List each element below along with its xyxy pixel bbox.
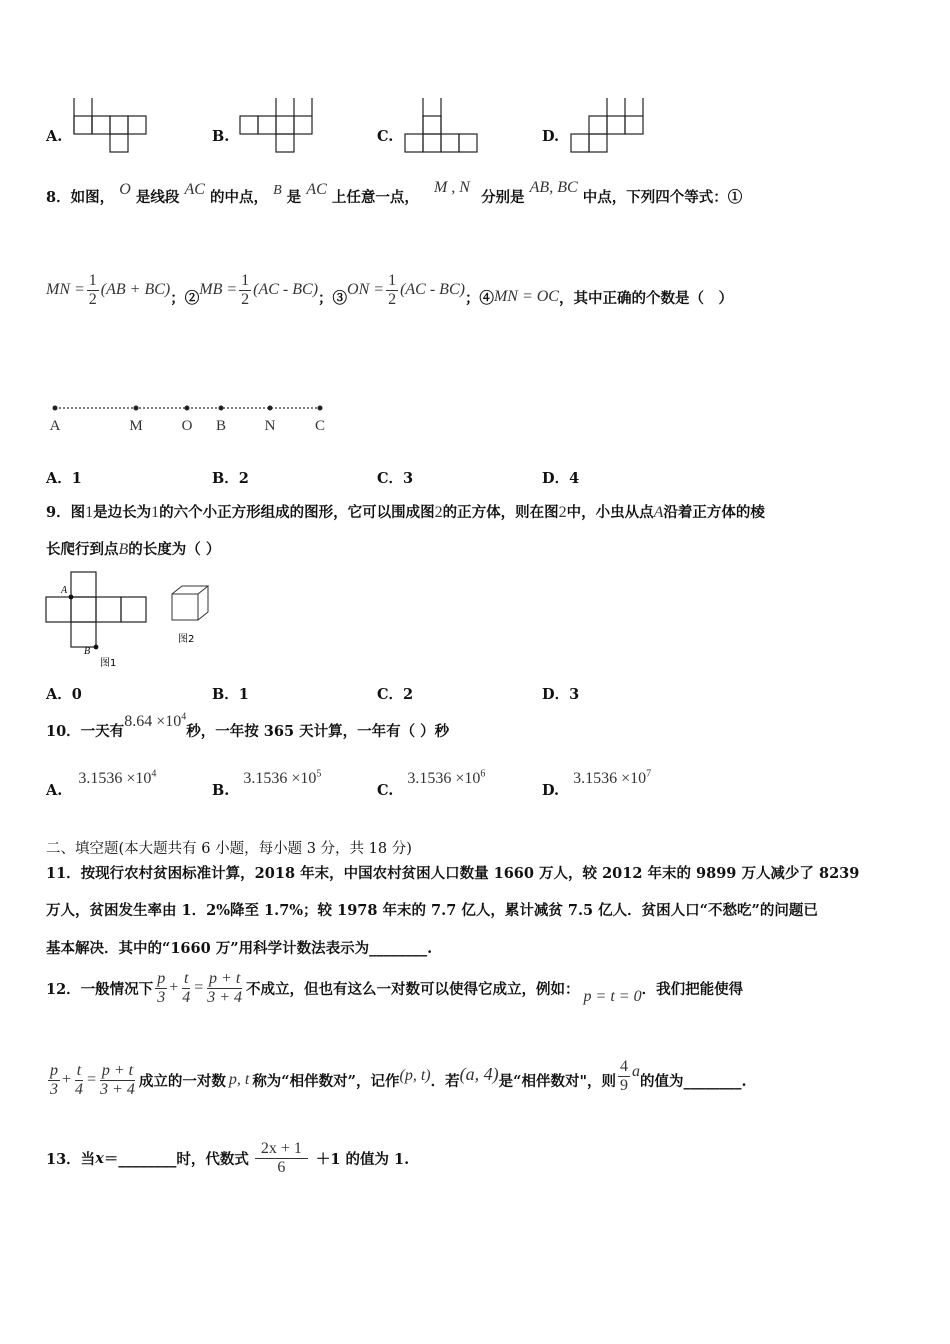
q10-option-d: $D.3.1536 \times 10^7$ bbox=[542, 768, 652, 799]
label-b: B bbox=[215, 418, 227, 434]
point-b bbox=[219, 406, 224, 411]
q8-line-segment bbox=[50, 402, 340, 438]
q8-option-a: A．1 bbox=[46, 470, 82, 487]
q9-figure-2 bbox=[170, 584, 216, 650]
point-m bbox=[134, 406, 139, 411]
q7-net-a bbox=[74, 98, 150, 156]
q7-option-d: D. bbox=[542, 128, 560, 145]
q10-option-a: $A.3.1536 \times 10^4$ bbox=[46, 768, 157, 799]
q9-stem-line1: 9．图1是边长为1的六个小正方形组成的图形，它可以围成图2的正方体，则在图2中，小虫从点A沿着正方体的棱 bbox=[46, 504, 765, 521]
point-n bbox=[268, 406, 273, 411]
q11-line1: 11．按现行农村贫困标准计算，2018 年末，中国农村贫困人口数量 1660 万人，较 2012 年末的 9899 万人减少了 8239 bbox=[46, 865, 860, 882]
q7-option-a: A. bbox=[46, 128, 63, 145]
q9-stem-line2: 长爬行到点B的长度为（ ） bbox=[46, 541, 221, 558]
q9-figure-1 bbox=[46, 570, 156, 670]
q13-stem: 13．当 x ＝________时，代数式 $\frac{2x + 1}{6}$ ＋1 的值为 1. bbox=[46, 1140, 410, 1176]
fig1-point-b: B bbox=[84, 646, 91, 657]
q8-option-b: B．2 bbox=[212, 470, 249, 487]
q8-option-c: C．3 bbox=[377, 470, 414, 487]
q9-option-d: D．3 bbox=[542, 686, 580, 703]
q7-net-b bbox=[240, 98, 316, 156]
q10-option-b: $B.3.1536 \times 10^5$ bbox=[212, 768, 322, 799]
label-a: A bbox=[49, 418, 61, 434]
q12-stem-line1: 12．一般情况下 $\frac{p}{3}$ + $\frac{t}{4}$ = $\frac{p + t}{3 + 4}$ 不成立，但也有这么一对数可以使得它成立，例如： p = t = 0 ．我们把能使得 bbox=[46, 970, 744, 1006]
q11-line2: 万人，贫困发生率由 1．2%降至 1.7%；较 1978 年末的 7.7 亿人，累计减贫 7.5 亿人．贫困人口“不愁吃”的问题已 bbox=[46, 902, 818, 919]
q7-net-c bbox=[405, 98, 481, 156]
q8-option-d: D．4 bbox=[542, 470, 580, 487]
label-n: N bbox=[264, 418, 276, 434]
q9-option-a: A．0 bbox=[46, 686, 82, 703]
q10-stem: 10．一天有$8.64 \times 10^4$秒，一年按 365 天计算，一年有（ ）秒 bbox=[46, 711, 450, 740]
q12-stem-line2: $\frac{p}{3}$ + $\frac{t}{4}$ = $\frac{p + t}{3 + 4}$ 成立的一对数 p, t 称为“相伴数对”，记作 (p, t) ．若 (a, 4) 是“相伴数对"，则 $\frac{4}{9}$ a 的值为________. bbox=[50, 1058, 747, 1098]
label-o: O bbox=[181, 418, 193, 434]
fig1-point-a: A bbox=[61, 585, 68, 596]
point-a bbox=[53, 406, 58, 411]
fig2-caption: 图2 bbox=[178, 634, 195, 645]
q7-option-c: C. bbox=[377, 128, 394, 145]
point-c bbox=[318, 406, 323, 411]
section-heading: 二、填空题(本大题共有 6 小题，每小题 3 分，共 18 分) bbox=[46, 841, 412, 857]
q7-option-b: B. bbox=[212, 128, 230, 145]
point-o bbox=[185, 406, 190, 411]
q8-stem-line1: 8．如图， O 是线段 AC 的中点， B 是 AC 上任意一点， M , N 分别是 AB, BC 中点，下列四个等式：① bbox=[46, 179, 743, 206]
q7-net-d bbox=[571, 98, 647, 156]
q9-option-b: B．1 bbox=[212, 686, 249, 703]
q11-line3: 基本解决．其中的“1660 万”用科学计数法表示为________. bbox=[46, 940, 433, 957]
fig1-caption: 图1 bbox=[100, 658, 117, 669]
q8-equations: MN = $\frac{1}{2}$ (AB + BC) ；② MB = $\frac{1}{2}$ (AC - BC) ；③ ON = $\frac{1}{2}$ (AC - BC) ；④ MN = OC ，其中正确的个数是（ ） bbox=[46, 272, 733, 308]
label-c: C bbox=[314, 418, 326, 434]
q9-option-c: C．2 bbox=[377, 686, 414, 703]
label-m: M bbox=[129, 418, 143, 434]
q10-option-c: $C.3.1536 \times 10^6$ bbox=[377, 768, 486, 799]
